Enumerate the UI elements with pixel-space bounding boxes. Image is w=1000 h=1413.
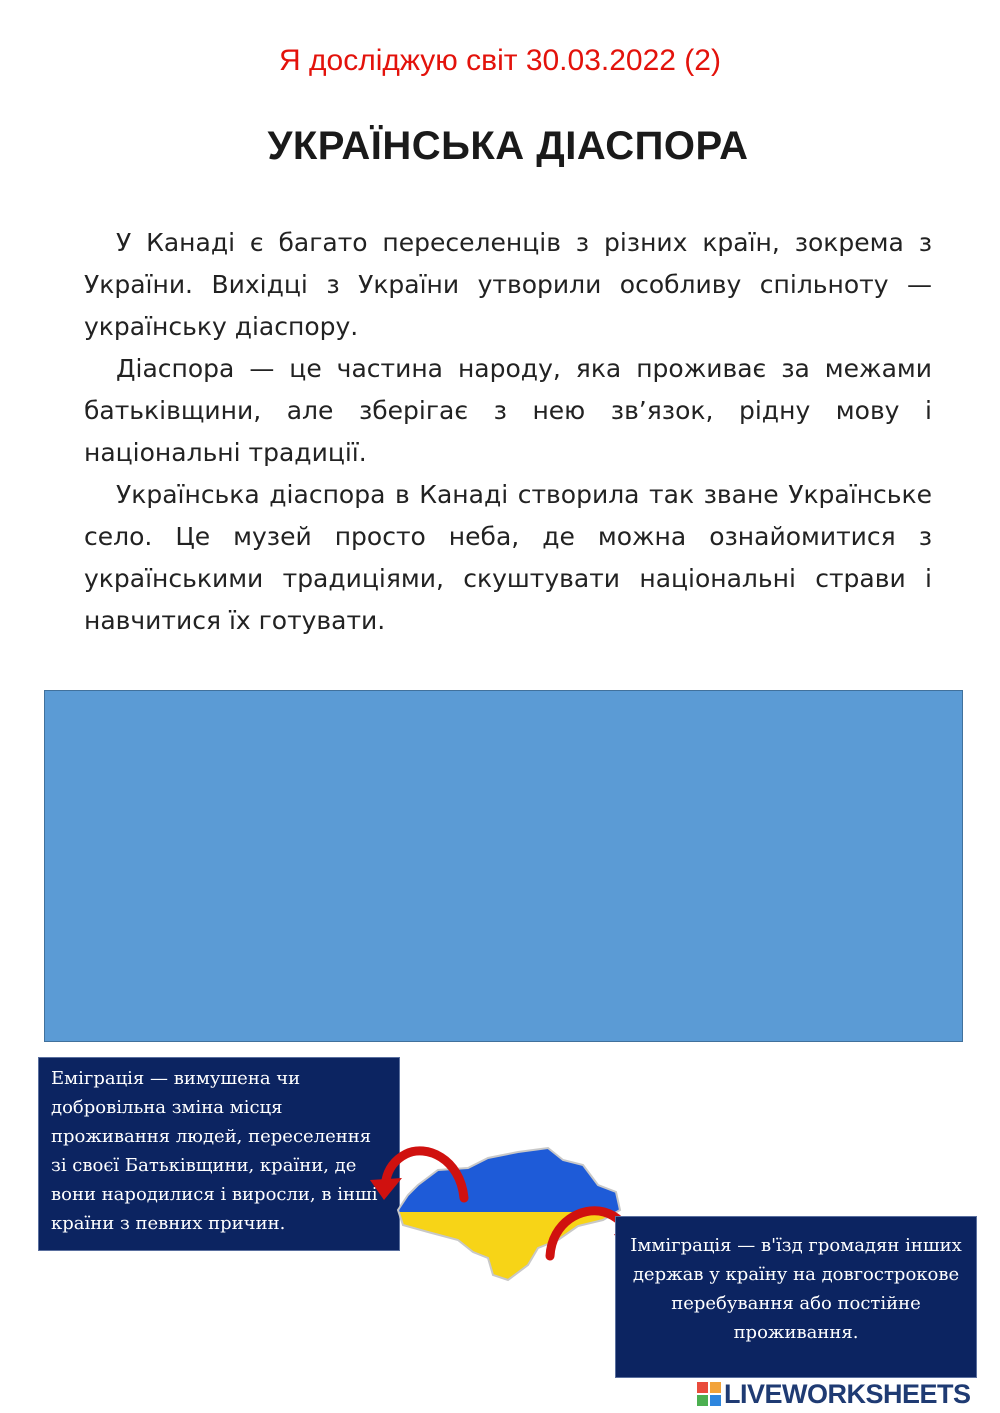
- paragraph-3: Українська діаспора в Канаді створила так зване Українське село. Це музей просто неба, де можна ознайомитися з українськими традиціями, скуштувати національні страви і навчитися їх готувати.: [84, 480, 932, 635]
- emigration-definition: [38, 1057, 400, 1251]
- liveworksheets-badge-icon: [697, 1382, 721, 1406]
- article-text: [84, 222, 932, 642]
- paragraph-1: У Канаді є багато переселенців з різних країн, зокрема з України. Вихідці з України утворили особливу спільноту — українську діаспору.: [84, 228, 932, 341]
- immigration-definition: [615, 1216, 977, 1378]
- immigration-text: Імміграція — в'їзд громадян інших держав у країну на довгострокове перебування або постійне проживання.: [630, 1235, 962, 1343]
- emigration-arrow-icon: [368, 1140, 472, 1204]
- liveworksheets-logo: [697, 1380, 971, 1408]
- answer-area[interactable]: [44, 690, 963, 1042]
- worksheet-header: Я досліджую світ 30.03.2022 (2): [279, 44, 721, 77]
- page-title: УКРАЇНСЬКА ДІАСПОРА: [267, 124, 749, 168]
- emigration-text: Еміграція — вимушена чи добровільна зміна місця проживання людей, переселення зі своєї Батьківщини, країни, де вони народилися і виросли, в інші країни з певних причин.: [51, 1068, 378, 1234]
- liveworksheets-brand: LIVEWORKSHEETS: [724, 1378, 971, 1409]
- paragraph-2: Діаспора — це частина народу, яка проживає за межами батьківщини, але зберігає з нею зв’язок, рідну мову і національні традиції.: [84, 354, 932, 467]
